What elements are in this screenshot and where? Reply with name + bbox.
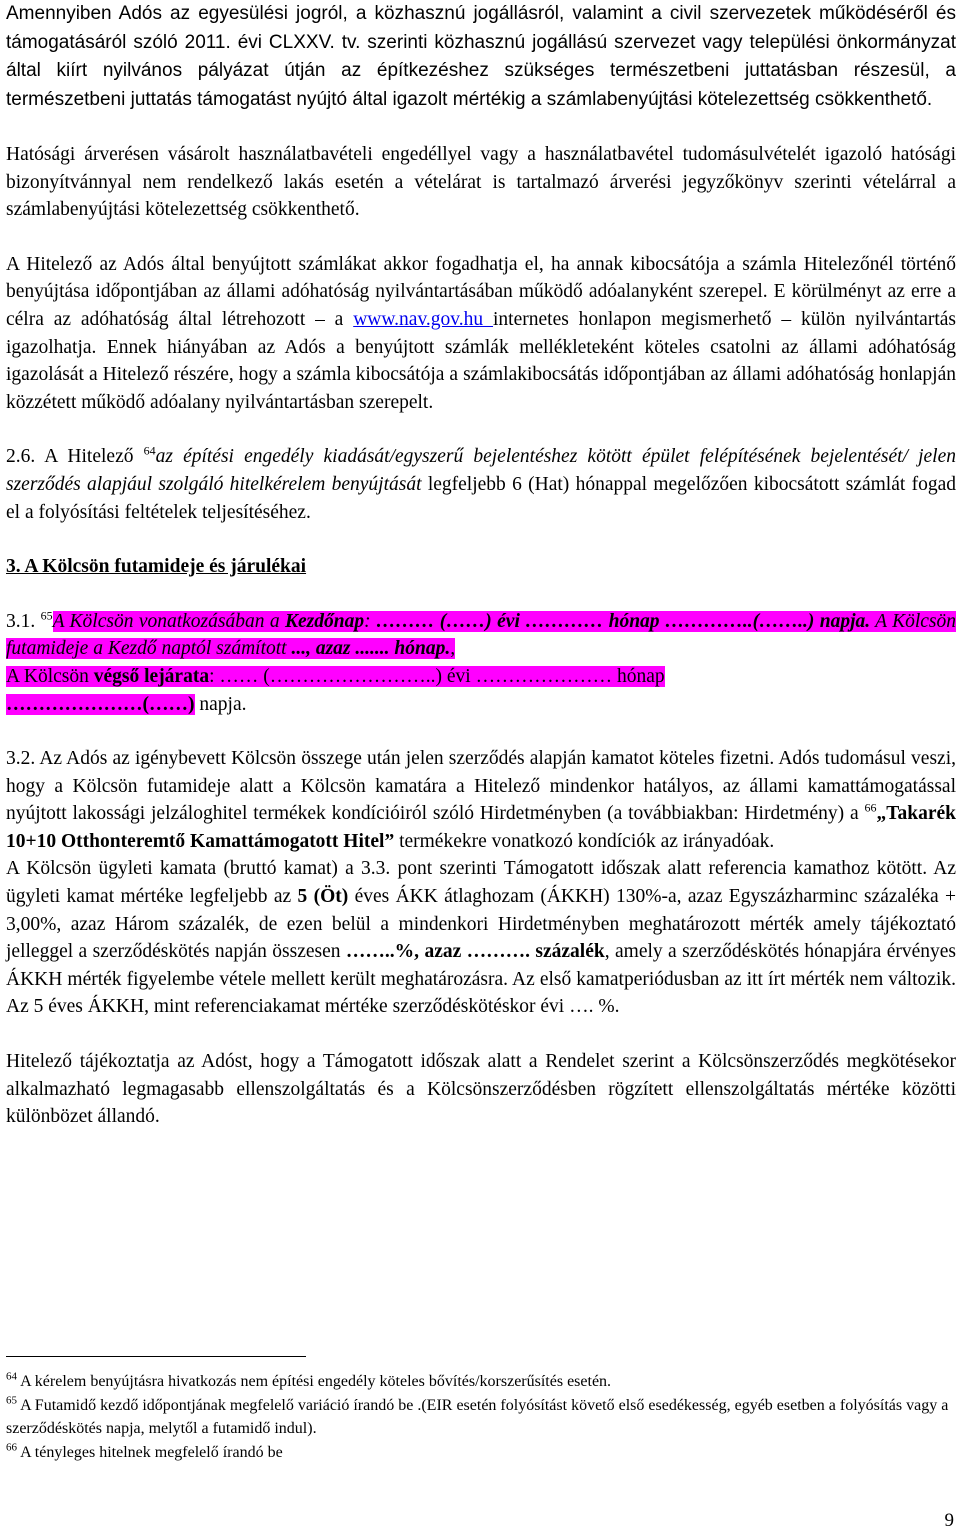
section-heading-3: 3. A Kölcsön futamideje és járulékai	[6, 556, 307, 578]
paragraph-invoice-acceptance: A Hitelező az Adós által benyújtott számlákat akkor fogadhatja el, ha annak kibocsátója a számla Hitelezőnél történő benyújtása időpontjában az állami adóhatóság nyilvántartásában működő adóalanyként szerepel. E körülményt az erre a célra az adóhatóság által létrehozott – a www.nav.gov.hu internetes honlapon megismerhető – külön nyilvántartás igazolhatja. Ennek hiányában az Adós a benyújtott számlák mellékleteként köteles csatolni az állami adóhatóság igazolását a Hitelező részére, hogy a számla kibocsátója a számlakibocsátás időpontjában az állami adóhatóság honlapján közzétett működő adóalany nyilvántartásban szerepelt.	[6, 253, 956, 413]
footnote-ref-64[interactable]: 64	[143, 443, 156, 458]
footnote-separator	[6, 1356, 306, 1357]
footnote-ref-66[interactable]: 66	[864, 800, 877, 815]
paragraph-3-1: 3.1. $^{65}$A Kölcsön vonatkozásában a Kezdőnap: ……… (……) évi ………… hónap …………..(……..) napja. A Kölcsön futamideje a Kezdő naptól számított ..., azaz ....... hónap.,	[6, 608, 957, 660]
paragraph-auction: Hatósági árverésen vásárolt használatbavételi engedéllyel vagy a használatbavétel tudomásulvételét igazoló hatósági bizonyítvánnyal nem rendelkező lakás esetén a vételárat is tartalmazó árverési jegyzőkönyv szerinti vételárral a számlabenyújtási kötelezettség csökkenthető.	[6, 144, 956, 221]
paragraph-interest: A Kölcsön ügyleti kamata (bruttó kamat) a 3.3. pont szerinti Támogatott időszak alatt referencia kamathoz kötött. Az ügyleti kamat mértéke legfeljebb az 5 (Öt) éves ÁKK átlaghozam (ÁKKH) 130%-a, azaz Egyszázharminc százaléka + 3,00%, azaz Három százalék, de ezen belül a mindenkori Hirdetményben meghatározott mérték amely tájékoztató jelleggel a szerződéskötés napján összesen ……..%, azaz ………. százalék, amely a szerződéskötés hónapjára érvényes ÁKKH mérték figyelembe vétele mellett került meghatározásra. Az első kamatperiódusban az itt írt mérték nem változik. Az 5 éves ÁKKH, mint referenciakamat mértéke szerződéskötéskor évi …. %.	[6, 858, 956, 1018]
footnote-66: $^{66}$ A tényleges hitelnek megfelelő írandó be	[6, 1441, 283, 1461]
footnotes	[6, 1370, 956, 1464]
highlight-start-date: A Kölcsön vonatkozásában a Kezdőnap: ……… (……) évi ………… hónap …………..(……..) napja. A Kölcsön futamideje a Kezdő naptól számított ..., azaz ....... hónap.,	[6, 610, 957, 660]
document-page	[6, 0, 956, 1131]
footnote-64: $^{64}$ A kérelem benyújtásra hivatkozás nem építési engedély köteles bővítés/korszerűsítés esetén.	[6, 1370, 612, 1390]
paragraph-3-1-maturity	[6, 663, 956, 691]
paragraph-lender-info: Hitelező tájékoztatja az Adóst, hogy a Támogatott időszak alatt a Rendelet szerint a Kölcsönszerződés megkötésekor alkalmazható legmagasabb ellenszolgáltatás és a Kölcsönszerződésben rögzített ellenszolgáltatás mértéke közötti különbözet állandó.	[6, 1051, 956, 1128]
paragraph-3-1-maturity-day: …………………(……) napja.	[6, 693, 247, 715]
paragraph-2-6: 2.6. A Hitelező $^{64}$az építési engedély kiadását/egyszerű bejelentéshez kötött épület felépítésének bejelentését/ jelen szerződés alapjául szolgáló hitelkérelem benyújtását legfeljebb 6 (Hat) hónappal megelőzően kibocsátott számlát fogad el a folyósítási feltételek teljesítéséhez.	[6, 443, 957, 523]
footnote-65: $^{65}$ A Futamidő kezdő időpontjának megfelelő variáció írandó be .(EIR esetén folyósítást követő első esedékesség, egyéb esetben a folyósítás vagy a szerződéskötés napja, melytől a futamidő indul).	[6, 1394, 949, 1437]
footnote-ref-65[interactable]: 65	[40, 608, 53, 623]
nav-link[interactable]: www.nav.gov.hu	[353, 308, 494, 330]
paragraph-3-2: 3.2. Az Adós az igénybevett Kölcsön összege után jelen szerződés alapján kamatot köteles fizetni. Adós tudomásul veszi, hogy a Kölcsön futamideje alatt a Kölcsön kamatára a Hitelező mindenkor hatályos, az állami kamattámogatással nyújtott lakossági jelzáloghitel termékek kondícióiról szóló Hirdetményben (a továbbiakban: Hirdetmény) a $^{66}$„Takarék 10+10 Otthonteremtő Kamattámogatott Hitel” termékekre vonatkozó kondíciók az irányadóak.	[6, 748, 956, 852]
page-number: 9	[944, 1510, 954, 1531]
paragraph-natural-benefit: Amennyiben Adós az egyesülési jogról, a közhasznú jogállásról, valamint a civil szervezetek működéséről és támogatásáról szóló 2011. évi CLXXV. tv. szerinti közhasznú jogállású szervezet vagy települési önkormányzat által kiírt nyilvános pályázat útján az építkezéshez szükséges természetbeni juttatásban részesül, a természetbeni juttatás támogatást nyújtó által igazolt mértékig a számlabenyújtási kötelezettség csökkenthető.	[6, 3, 956, 110]
highlight-maturity: A Kölcsön végső lejárata: …… (……………………..) évi ………………… hónap	[6, 665, 665, 687]
